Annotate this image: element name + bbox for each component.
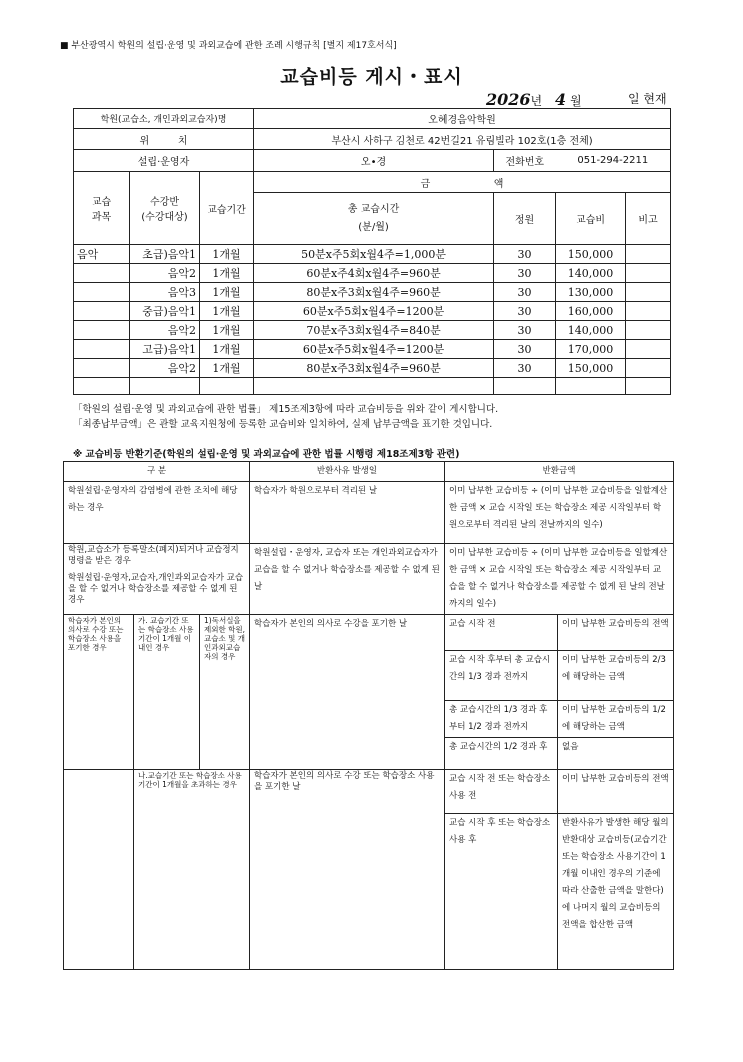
- fee-period: 1개월: [200, 264, 254, 283]
- name-label: 학원(교습소, 개인과외교습자)명: [74, 109, 254, 129]
- fee-course: 중급)음악1: [130, 302, 200, 321]
- r1-reason: 학습자가 학원으로부터 격리된 날: [250, 482, 445, 544]
- fee-amount: 130,000: [556, 283, 626, 302]
- fee-row: [74, 283, 671, 302]
- note-1: 「학원의 설립·운영 및 과외교습에 관한 법률」 제15조제3항에 따라 교습비등을 위와 같이 게시합니다.: [73, 404, 499, 415]
- fee-remark: [626, 340, 671, 359]
- fee-row: [74, 359, 671, 378]
- r2-category-a: 학원,교습소가 등록말소(폐지)되거나 교습정지명령을 받은 경우: [68, 545, 239, 566]
- header-fee: 교습비: [556, 193, 626, 245]
- operator-value: 오•경: [254, 150, 494, 172]
- fee-row: [74, 302, 671, 321]
- refund-table: [63, 461, 674, 970]
- fee-amount: 140,000: [556, 264, 626, 283]
- r3-amount-2: 이미 납부한 교습비등의 2/3에 해당하는 금액: [558, 651, 674, 701]
- operator-label: 설립·운영자: [74, 150, 254, 172]
- fee-total-time: 60분x주5회x월4주=1200분: [254, 302, 494, 321]
- fee-course: 음악2: [130, 321, 200, 340]
- refund-row-closure: [64, 544, 674, 615]
- refund-section-title: ※ 교습비등 반환기준(학원의 설립·운영 및 과외교습에 관한 법률 시행령 제18조제3항 관련): [73, 449, 460, 460]
- fee-amount: 150,000: [556, 359, 626, 378]
- r3-reason: 학습자가 본인의 의사로 수강을 포기한 날: [250, 615, 445, 770]
- fee-table: [73, 108, 671, 395]
- phone-label: 전화번호: [494, 150, 556, 172]
- r3-sub-a: 가. 교습기간 또는 학습장소 사용기간이 1개월 이내인 경우: [134, 615, 200, 770]
- fee-row-empty: [74, 378, 671, 395]
- r4-when-1: 교습 시작 전 또는 학습장소 사용 전: [445, 770, 558, 814]
- fee-course: 음악3: [130, 283, 200, 302]
- name-value: 오혜경음악학원: [254, 109, 671, 129]
- refund-row-infection: [64, 482, 674, 544]
- fee-period: 1개월: [200, 302, 254, 321]
- fee-capacity: 30: [494, 302, 556, 321]
- refund-header-category: 구 분: [64, 462, 250, 482]
- date-month: 4 월: [555, 90, 582, 109]
- fee-period: 1개월: [200, 245, 254, 264]
- fee-row: [74, 245, 671, 264]
- r3-amount-3: 이미 납부한 교습비등의 1/2에 해당하는 금액: [558, 701, 674, 738]
- form-header-note: ■ 부산광역시 학원의 설립·운영 및 과외교습에 관한 조례 시행규칙 [별지 제17호서식]: [60, 41, 397, 51]
- fee-capacity: 30: [494, 359, 556, 378]
- fee-row: [74, 321, 671, 340]
- info-row-name: [74, 109, 671, 129]
- r4-amount-2: 반환사유가 발생한 해당 월의 반환대상 교습비등(교습기간 또는 학습장소 사용기간이 1개월 이내인 경우의 기준에 따라 산출한 금액을 말한다)에 나머지 월의 교습비등의 전액을 합산한 금액: [558, 814, 674, 970]
- phone-value: 051-294-2211: [556, 150, 671, 172]
- fee-period: 1개월: [200, 340, 254, 359]
- r2-amount: 이미 납부한 교습비등 ÷ (이미 납부한 교습비등을 일할계산한 금액 × 교습 시작일 또는 학습장소 제공 시작일부터 교습을 할 수 없거나 학습장소를 제공할 수 없게 된 날의 전날까지의 일수): [445, 544, 674, 615]
- r3-when-3: 총 교습시간의 1/3 경과 후부터 1/2 경과 전까지: [445, 701, 558, 738]
- page-title: 교습비등 게시・표시: [280, 66, 463, 88]
- fee-subject: [74, 340, 130, 359]
- fee-period: 1개월: [200, 321, 254, 340]
- fee-course: 고급)음악1: [130, 340, 200, 359]
- fee-remark: [626, 321, 671, 340]
- r3-when-1: 교습 시작 전: [445, 615, 558, 651]
- fee-capacity: 30: [494, 340, 556, 359]
- fee-row: [74, 340, 671, 359]
- fee-course: 음악2: [130, 264, 200, 283]
- fee-total-time: 60분x주4회x월4주=960분: [254, 264, 494, 283]
- fee-subject: [74, 302, 130, 321]
- r2-reason: 학원설립・운영자, 교습자 또는 개인과외교습자가 교습을 할 수 없거나 학습장소를 제공할 수 없게 된 날: [250, 544, 445, 615]
- header-course: 수강반 (수강대상): [130, 172, 200, 245]
- fee-capacity: 30: [494, 321, 556, 340]
- fee-subject: [74, 283, 130, 302]
- r2-category-b: 학원설립·운영자,교습자,개인과외교습자가 교습을 할 수 없거나 학습장소를 제공할 수 없게 된 경우: [68, 573, 244, 605]
- r4-sub-b: 나.교습기간 또는 학습장소 사용기간이 1개월을 초과하는 경우: [134, 770, 250, 970]
- header-remark: 비고: [626, 193, 671, 245]
- fee-remark: [626, 359, 671, 378]
- fee-remark: [626, 283, 671, 302]
- location-label: 위 치: [74, 129, 254, 150]
- header-period: 교습기간: [200, 172, 254, 245]
- r1-amount: 이미 납부한 교습비등 ÷ (이미 납부한 교습비등을 일할계산한 금액 × 교습 시작일 또는 학습장소 제공 시작일부터 학원으로부터 격리된 날의 전날까지의 일수): [445, 482, 674, 544]
- r3-sub-a1: 1)독서실을 제외한 학원,교습소 및 개인과외교습자의 경우: [200, 615, 250, 770]
- header-subject: 교습 과목: [74, 172, 130, 245]
- fee-capacity: 30: [494, 264, 556, 283]
- refund-header-reason: 반환사유 발생일: [250, 462, 445, 482]
- info-row-location: [74, 129, 671, 150]
- info-row-operator: [74, 150, 671, 172]
- r3-amount-1: 이미 납부한 교습비등의 전액: [558, 615, 674, 651]
- notes: [73, 402, 498, 432]
- location-value: 부산시 사하구 김천로 42번길21 유림빌라 102호(1층 전체): [254, 129, 671, 150]
- r3-when-4: 총 교습시간의 1/2 경과 후: [445, 738, 558, 770]
- fee-remark: [626, 302, 671, 321]
- fee-total-time: 80분x주3회x월4주=960분: [254, 283, 494, 302]
- fee-capacity: 30: [494, 283, 556, 302]
- fee-total-time: 70분x주3회x월4주=840분: [254, 321, 494, 340]
- fee-subject: [74, 321, 130, 340]
- fee-total-time: 50분x주5회x월4주=1,000분: [254, 245, 494, 264]
- fee-row: [74, 264, 671, 283]
- r4-reason: 학습자가 본인의 의사로 수강 또는 학습장소 사용을 포기한 날: [250, 770, 445, 970]
- fee-remark: [626, 264, 671, 283]
- r1-category: 학원설립·운영자의 감염병에 관한 조치에 해당하는 경우: [64, 482, 250, 544]
- fee-capacity: 30: [494, 245, 556, 264]
- date-year: 2026년: [486, 90, 543, 109]
- r3-when-2: 교습 시작 후부터 총 교습시간의 1/3 경과 전까지: [445, 651, 558, 701]
- r3-amount-4: 없음: [558, 738, 674, 770]
- fee-period: 1개월: [200, 359, 254, 378]
- fee-course: 초급)음악1: [130, 245, 200, 264]
- note-2: 「최종납부금액」은 관할 교육지원청에 등록한 교습비와 일치하여, 실제 납부금액을 표기한 것입니다.: [73, 419, 493, 430]
- r4-amount-1: 이미 납부한 교습비등의 전액: [558, 770, 674, 814]
- header-total-time: 총 교습시간 (분/월): [254, 193, 494, 245]
- r4-when-2: 교습 시작 후 또는 학습장소 사용 후: [445, 814, 558, 970]
- fee-amount: 170,000: [556, 340, 626, 359]
- refund-header-amount: 반환금액: [445, 462, 674, 482]
- fee-subject: [74, 264, 130, 283]
- header-capacity: 정원: [494, 193, 556, 245]
- header-amount: 금 액: [254, 172, 671, 193]
- fee-subject: [74, 359, 130, 378]
- fee-amount: 160,000: [556, 302, 626, 321]
- fee-remark: [626, 245, 671, 264]
- fee-subject: 음악: [74, 245, 130, 264]
- fee-course: 음악2: [130, 359, 200, 378]
- date-day: 일 현재: [628, 92, 667, 106]
- fee-amount: 140,000: [556, 321, 626, 340]
- r3-category: 학습자가 본인의 의사로 수강 또는 학습장소 사용을 포기한 경우: [64, 615, 134, 770]
- fee-total-time: 80분x주3회x월4주=960분: [254, 359, 494, 378]
- fee-amount: 150,000: [556, 245, 626, 264]
- fee-total-time: 60분x주5회x월4주=1200분: [254, 340, 494, 359]
- fee-period: 1개월: [200, 283, 254, 302]
